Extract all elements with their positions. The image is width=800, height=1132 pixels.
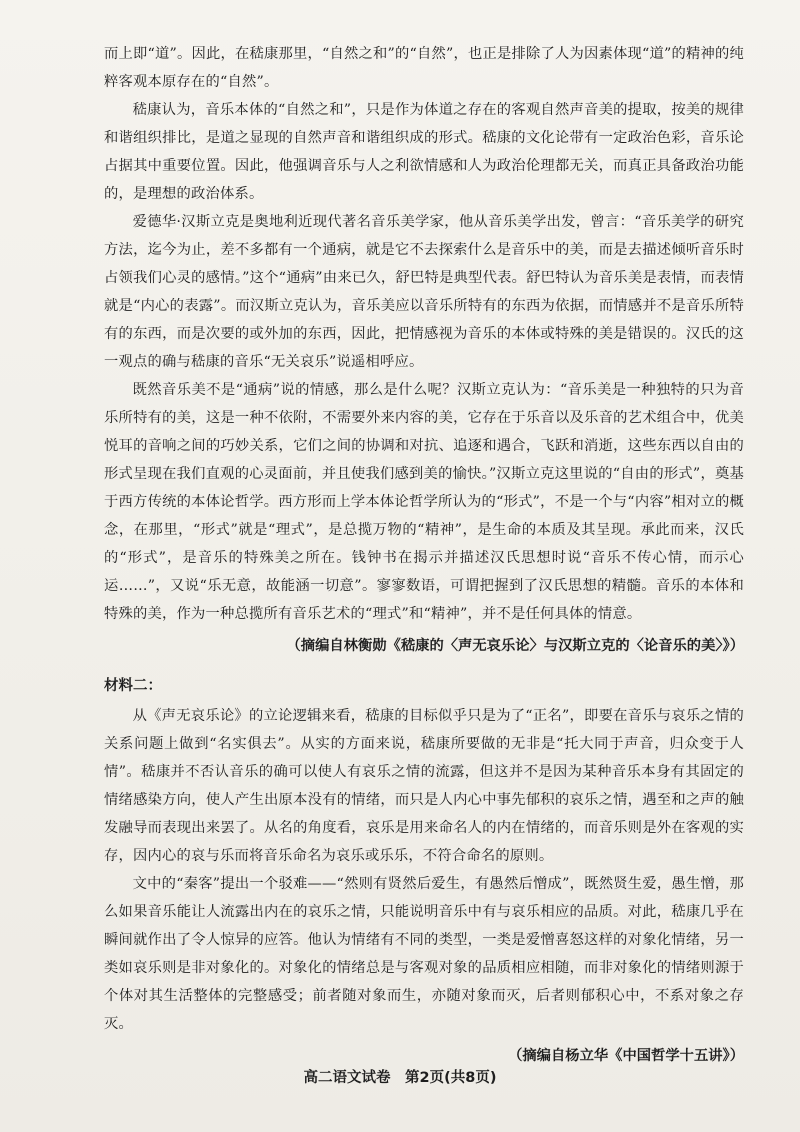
source-citation-2: （摘编自杨立华《中国哲学十五讲》） [508, 1048, 744, 1064]
material-two-heading: 材料二： [104, 678, 162, 694]
paragraph-qinke-rebuttal: 文中的“秦客”提出一个驳难——“然则有贤然后爱生，有愚然后憎成”，既然贤生爱，愚生憎，那么如果音乐能让人流露出内在的哀乐之情，只能说明音乐中有与哀乐相应的品质。对此，嵇康几乎在瞬间就作出了令人惊异的应答。他认为情绪有不同的类型，一类是爱憎喜怒这样的对象化情绪，另一类如哀乐则是非对象化的。对象化的情绪总是与客观对象的品质相应相随，而非对象化的情绪则源于个体对其生活整体的完整感受；前者随对象而生，亦随对象而灭，后者则郁积心中，不系对象之存灭。 [104, 876, 744, 1032]
paragraph-ji-kang-music: 嵇康认为，音乐本体的“自然之和”，只是作为体道之存在的客观自然声音美的提取，按美的规律和谐组织排比，是道之显现的自然声音和谐组织成的形式。嵇康的文化论带有一定政治色彩，音乐论占据其中重要位置。因此，他强调音乐与人之利欲情感和人为政治伦理都无关，而真正具备政治功能的，是理想的政治体系。 [104, 102, 744, 202]
paragraph-hanslick-form: 既然音乐美不是“通病”说的情感，那么是什么呢？汉斯立克认为：“音乐美是一种独特的只为音乐所特有的美，这是一种不依附，不需要外来内容的美，它存在于乐音以及乐音的艺术组合中，优美悦耳的音响之间的巧妙关系，它们之间的协调和对抗、追逐和遇合，飞跃和消逝，这些东西以自由的形式呈现在我们直观的心灵面前，并且使我们感到美的愉快。”汉斯立克这里说的“自由的形式”，奠基于西方传统的本体论哲学。西方形而上学本体论哲学所认为的“形式”，不是一个与“内容”相对立的概念，在那里，“形式”就是“理式”，是总揽万物的“精神”，是生命的本质及其呈现。承此而来，汉氏的“形式”，是音乐的特殊美之所在。钱钟书在揭示并描述汉氏思想时说“音乐不传心情，而示心运……”，又说“乐无意，故能涵一切意”。寥寥数语，可谓把握到了汉氏思想的精髓。音乐的本体和特殊的美，作为一种总揽所有音乐艺术的“理式”和“精神”，并不是任何具体的情意。 [104, 382, 744, 622]
paragraph-continuation: 而上即“道”。因此，在嵇康那里，“自然之和”的“自然”，也正是排除了人为因素体现“道”的精神的纯粹客观本原存在的“自然”。 [104, 46, 744, 90]
source-citation-1: （摘编自林衡勋《嵇康的〈声无哀乐论〉与汉斯立克的〈论音乐的美〉》） [286, 638, 744, 654]
paragraph-zhengming: 从《声无哀乐论》的立论逻辑来看，嵇康的目标似乎只是为了“正名”，即要在音乐与哀乐之情的关系问题上做到“名实俱去”。从实的方面来说，嵇康所要做的无非是“托大同于声音，归众变于人情”。嵇康并不否认音乐的确可以使人有哀乐之情的流露，但这并不是因为某种音乐本身有其固定的情绪感染方向，使人产生出原本没有的情绪，而只是人内心中事先郁积的哀乐之情，遇至和之声的触发融导而表现出来罢了。从名的角度看，哀乐是用来命名人的内在情绪的，而音乐则是外在客观的实存，因内心的哀与乐而将音乐命名为哀乐或乐乐，不符合命名的原则。 [104, 708, 744, 864]
paragraph-hanslick-intro: 爱德华·汉斯立克是奥地利近现代著名音乐美学家，他从音乐美学出发，曾言：“音乐美学的研究方法，迄今为止，差不多都有一个通病，就是它不去探索什么是音乐中的美，而是去描述倾听音乐时占领我们心灵的感情。”这个“通病”由来已久，舒巴特是典型代表。舒巴特认为音乐美是表情，而表情就是“内心的表露”。而汉斯立克认为，音乐美应以音乐所特有的东西为依据，而情感并不是音乐所特有的东西，而是次要的或外加的东西，因此，把情感视为音乐的本体或特殊的美是错误的。汉氏的这一观点的确与嵇康的音乐“无关哀乐”说遥相呼应。 [104, 214, 744, 370]
page-footer: 高二语文试卷 第2页(共8页) [303, 1070, 497, 1086]
page-content [104, 40, 744, 1070]
